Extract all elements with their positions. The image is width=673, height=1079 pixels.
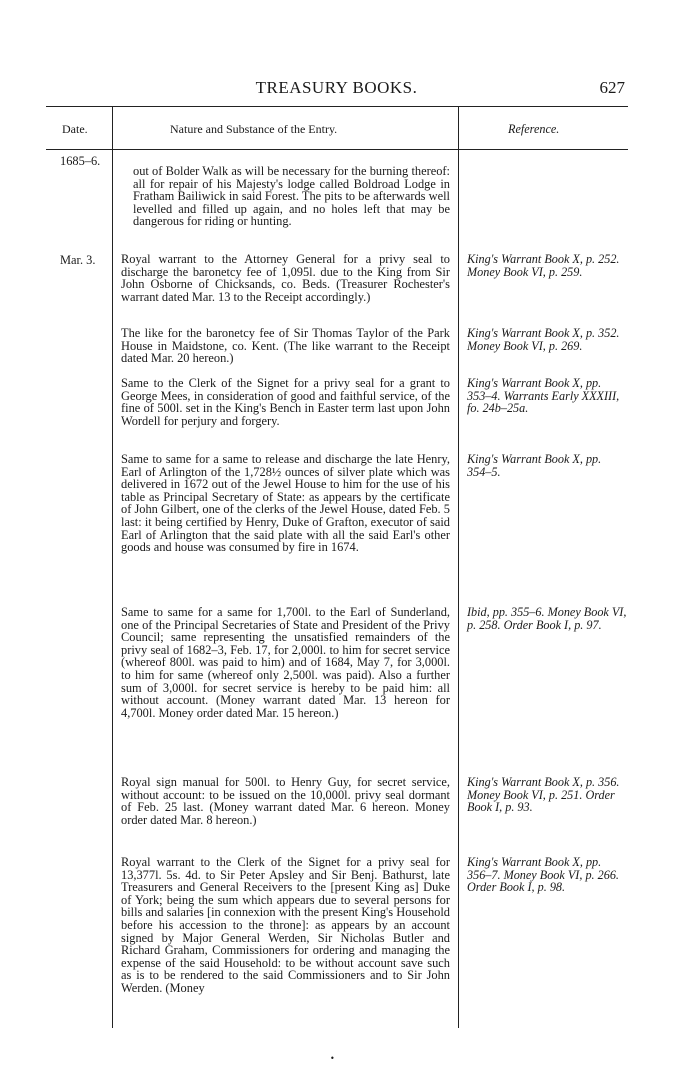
entry-reference: King's Warrant Book X, p. 352. Money Book VI, p. 269. <box>467 326 620 353</box>
entry-text: Royal warrant to the Clerk of the Signet for a privy seal for 13,377l. 5s. 4d. to Sir Peter Apsley and Sir Benj. Bathurst, late Treasurers and General Receivers to the [present King as] Duke of York; being the sum which appears due to several persons for bills and salaries [in connexion with the present King's Household before his accession to the throne]: as appears by an account signed by Major General Werden, Sir Nicholas Butler and Richard Graham, Commissioners for ordering and managing the expense of the said Household: to be without account save such as is to be rendered to the said Commissioners and to Sir John Werden. (Money <box>121 855 450 995</box>
entry-text: The like for the baronetcy fee of Sir Thomas Taylor of the Park House in Maidstone, co. Kent. (The like warrant to the Receipt dated Mar. 20 hereon.) <box>121 326 450 366</box>
top-rule <box>46 106 628 107</box>
entry-reference: King's Warrant Book X, pp. 353–4. Warrants Early XXXIII, fo. 24b–25a. <box>467 376 620 416</box>
entry-reference: Ibid, pp. 355–6. Money Book VI, p. 258. Order Book I, p. 97. <box>467 605 627 632</box>
entry-date: Mar. 3. <box>60 253 96 267</box>
footer-mark: • <box>330 1054 335 1063</box>
entry-date: 1685–6. <box>60 154 101 168</box>
entry-reference: King's Warrant Book X, p. 356. Money Book VI, p. 251. Order Book I, p. 93. <box>467 775 620 815</box>
entry-text: Royal sign manual for 500l. to Henry Guy, for secret service, without account: to be issued on the 10,000l. privy seal dormant of Feb. 25 last. (Money warrant dated Mar. 6 hereon. Money order dated Mar. 8 hereon.) <box>121 775 450 827</box>
entry-reference: King's Warrant Book X, pp. 354–5. <box>467 452 602 479</box>
header-rule <box>46 149 628 150</box>
page-header <box>0 78 673 98</box>
running-title: TREASURY BOOKS. <box>255 78 418 97</box>
column-header-date: Date. <box>62 122 88 136</box>
column-header-nature: Nature and Substance of the Entry. <box>170 122 338 136</box>
entry-text: Royal warrant to the Attorney General for a privy seal to discharge the baronetcy fee of 1,095l. due to the King from Sir John Osborne of Chicksands, co. Beds. (Treasurer Rochester's warrant dated Mar. 13 to the Receipt accordingly.) <box>121 252 450 304</box>
entry-text: Same to the Clerk of the Signet for a privy seal for a grant to George Mees, in consideration of good and faithful service, of the fine of 500l. set in the King's Bench in Easter term last upon John Wordell for perjury and forgery. <box>121 376 450 428</box>
entry-text: Same to same for a same for 1,700l. to the Earl of Sunderland, one of the Principal Secretaries of State and President of the Privy Council; same representing the unsatisfied remainders of the privy seal of 1682–3, Feb. 17, for 2,000l. to him for secret service (whereof 800l. was paid to him) and of 1684, May 7, for 3,000l. to him for same (whereof only 2,500l. was paid). Also a further sum of 3,000l. for secret service is hereby to be paid him: all without account. (Money warrant dated Mar. 13 hereon for 4,700l. Money order dated Mar. 15 hereon.) <box>121 605 450 720</box>
column-divider-1 <box>112 106 113 1028</box>
entry-text: Same to same for a same to release and discharge the late Henry, Earl of Arlington of the 1,728½ ounces of silver plate which was delivered in 1672 out of the Jewel House to him for the use of his table as Principal Secretary of State: as appears by the certificate of John Gilbert, one of the clerks of the Jewel House, dated Feb. 5 last: it being certified by Henry, Duke of Grafton, executor of said Earl of Arlington that the said plate with all the said Earl's other goods and house was consumed by fire in 1674. <box>121 452 450 555</box>
column-header-reference: Reference. <box>508 122 560 136</box>
page-number: 627 <box>599 78 625 97</box>
entry-reference: King's Warrant Book X, pp. 356–7. Money Book VI, p. 266. Order Book I, p. 98. <box>467 855 619 895</box>
column-divider-2 <box>458 106 459 1028</box>
entry-text: out of Bolder Walk as will be necessary for the burning thereof: all for repair of his Majesty's lodge called Boldroad Lodge in Fratham Bailiwick in said Forest. The pits to be afterwards well levelled and filled up again, and no holes left that may be dangerous for riding or hunting. <box>133 164 450 229</box>
entry-reference: King's Warrant Book X, p. 252. Money Book VI, p. 259. <box>467 252 620 279</box>
